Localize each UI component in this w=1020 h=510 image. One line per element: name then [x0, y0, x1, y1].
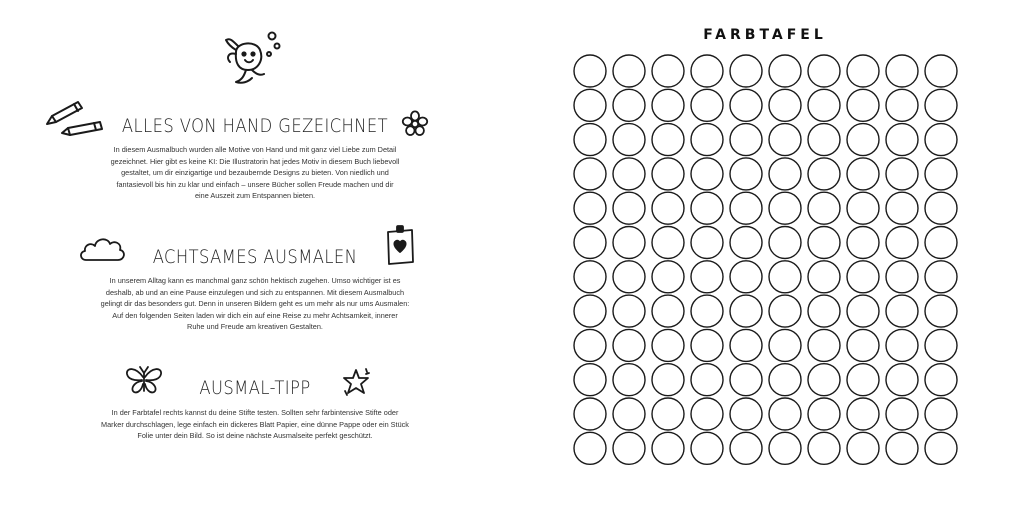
color-swatch-circle	[769, 432, 801, 464]
color-swatch-circle	[613, 89, 645, 121]
color-swatch-circle	[886, 227, 918, 259]
text-line: In unserem Alltag kann es manchmal ganz schön hektisch zugehen. Umso wichtiger ist es	[109, 276, 401, 285]
color-swatch-circle	[730, 432, 762, 464]
color-swatch-circle	[574, 295, 606, 327]
color-swatch-circle	[613, 261, 645, 293]
color-swatch-circle	[847, 261, 879, 293]
color-swatch-circle	[691, 432, 723, 464]
color-swatch-circle	[730, 227, 762, 259]
color-swatch-circle	[886, 55, 918, 87]
text-line: In der Farbtafel rechts kannst du deine Stifte testen. Sollten sehr farbintensive Stifte oder	[111, 408, 399, 417]
color-swatch-circle	[808, 124, 840, 156]
color-swatch-circle	[847, 398, 879, 430]
color-swatch-circle	[613, 227, 645, 259]
text-line: gezeichnet. Hier gibt es keine KI: Die Illustratorin hat jedes Motiv in diesem Buch liebevoll	[110, 156, 400, 166]
color-swatch-circle	[574, 124, 606, 156]
color-swatch-circle	[574, 158, 606, 190]
text-line: Ruhe und Freude am kreativen Gestalten.	[187, 322, 323, 332]
color-swatch-circle	[808, 192, 840, 224]
text-line: gestaltet, um dir einzigartige und bezaubernde Designs zu bieten. Von niedlich und	[121, 168, 389, 178]
color-swatch-circle	[730, 158, 762, 190]
color-swatch-circle	[769, 364, 801, 396]
color-swatch-circle	[886, 364, 918, 396]
color-swatch-circle	[613, 432, 645, 464]
color-swatch-circle	[652, 364, 684, 396]
color-swatch-circle	[808, 364, 840, 396]
color-swatch-circle	[808, 295, 840, 327]
color-swatch-circle	[691, 89, 723, 121]
color-swatch-circle	[691, 55, 723, 87]
star-icon	[340, 366, 372, 398]
color-swatch-circle	[925, 364, 957, 396]
color-swatch-circle	[652, 432, 684, 464]
color-swatch-circle	[691, 398, 723, 430]
color-swatch-circle	[613, 364, 645, 396]
section-title-hand-drawn: ALLES VON HAND GEZEICHNET	[121, 115, 389, 137]
color-swatch-circle	[769, 227, 801, 259]
color-swatch-circle	[730, 124, 762, 156]
color-swatch-circle	[730, 55, 762, 87]
color-swatch-circle	[613, 55, 645, 87]
color-swatch-circle	[652, 261, 684, 293]
color-swatch-circle	[652, 158, 684, 190]
color-swatch-circle	[691, 329, 723, 361]
color-swatch-circle	[886, 329, 918, 361]
color-test-grid	[510, 0, 1020, 510]
color-swatch-circle	[808, 158, 840, 190]
color-swatch-circle	[574, 55, 606, 87]
color-swatch-circle	[925, 398, 957, 430]
color-swatch-circle	[730, 295, 762, 327]
color-swatch-circle	[613, 398, 645, 430]
color-swatch-circle	[925, 295, 957, 327]
color-swatch-circle	[886, 192, 918, 224]
color-swatch-circle	[847, 329, 879, 361]
color-swatch-circle	[574, 329, 606, 361]
color-swatch-circle	[886, 158, 918, 190]
text-line: In diesem Ausmalbuch wurden alle Motive von Hand und mit ganz viel Liebe zum Detail	[113, 145, 397, 154]
color-swatch-circle	[925, 55, 957, 87]
color-swatch-circle	[613, 158, 645, 190]
color-swatch-circle	[925, 158, 957, 190]
section-text-mindful	[65, 275, 445, 333]
color-swatch-circle	[925, 432, 957, 464]
section-title-tip: AUSMAL-TIPP	[199, 377, 311, 399]
color-swatch-circle	[769, 89, 801, 121]
color-swatch-circle	[808, 398, 840, 430]
fish-icon	[222, 30, 284, 88]
color-swatch-circle	[925, 329, 957, 361]
color-swatch-circle	[847, 227, 879, 259]
color-swatch-circle	[808, 55, 840, 87]
color-swatch-circle	[613, 192, 645, 224]
color-swatch-circle	[925, 192, 957, 224]
color-swatch-circle	[808, 227, 840, 259]
color-swatch-circle	[613, 295, 645, 327]
color-swatch-circle	[613, 329, 645, 361]
color-swatch-circle	[925, 227, 957, 259]
right-page	[510, 0, 1020, 510]
color-swatch-circle	[886, 432, 918, 464]
color-swatch-circle	[574, 227, 606, 259]
color-swatch-circle	[691, 295, 723, 327]
text-line: Folie unter dein Bild. So ist deine nächste Ausmalseite perfekt geschützt.	[137, 431, 373, 441]
color-swatch-circle	[808, 261, 840, 293]
color-swatch-circle	[574, 192, 606, 224]
color-swatch-circle	[847, 432, 879, 464]
color-swatch-circle	[730, 364, 762, 396]
color-swatch-circle	[691, 158, 723, 190]
color-swatch-circle	[886, 124, 918, 156]
color-swatch-circle	[769, 55, 801, 87]
color-swatch-circle	[691, 227, 723, 259]
text-line: gelingt dir das besonders gut. Denn in unseren Bildern geht es um mehr als nur ums Ausmalen:	[100, 299, 410, 309]
color-swatch-circle	[652, 55, 684, 87]
text-line: eine Auszeit zum Entspannen bieten.	[194, 191, 316, 201]
color-swatch-circle	[652, 398, 684, 430]
color-swatch-circle	[691, 364, 723, 396]
color-swatch-circle	[769, 124, 801, 156]
color-swatch-circle	[847, 55, 879, 87]
flower-icon	[401, 110, 429, 138]
color-swatch-circle	[847, 364, 879, 396]
color-swatch-circle	[691, 192, 723, 224]
text-line: deshalb, ab und an eine Pause einzulegen und sich zu entspannen. Mit diesem Ausmalbuch	[105, 287, 405, 297]
color-swatch-circle	[652, 124, 684, 156]
color-swatch-circle	[886, 295, 918, 327]
color-swatch-circle	[730, 261, 762, 293]
color-swatch-circle	[808, 89, 840, 121]
color-swatch-circle	[847, 89, 879, 121]
color-swatch-circle	[847, 192, 879, 224]
color-swatch-circle	[769, 295, 801, 327]
color-swatch-circle	[574, 432, 606, 464]
color-swatch-circle	[769, 329, 801, 361]
cloud-icon	[78, 234, 126, 264]
color-swatch-circle	[808, 432, 840, 464]
text-line: Auf den folgenden Seiten laden wir dich ein auf eine Reise zu mehr Achtsamkeit, innerer	[112, 310, 398, 320]
color-swatch-circle	[886, 398, 918, 430]
color-swatch-circle	[886, 89, 918, 121]
color-swatch-circle	[652, 192, 684, 224]
color-swatch-circle	[769, 398, 801, 430]
color-swatch-circle	[925, 124, 957, 156]
color-swatch-circle	[925, 89, 957, 121]
color-swatch-circle	[652, 227, 684, 259]
section-text-hand-drawn	[65, 144, 445, 202]
color-swatch-circle	[886, 261, 918, 293]
color-swatch-circle	[691, 124, 723, 156]
section-title-mindful: ACHTSAMES AUSMALEN	[152, 246, 358, 268]
color-swatch-circle	[769, 192, 801, 224]
butterfly-icon	[124, 365, 164, 395]
section-text-tip	[65, 407, 445, 442]
color-swatch-circle	[769, 158, 801, 190]
color-swatch-circle	[652, 329, 684, 361]
color-swatch-circle	[574, 398, 606, 430]
color-swatch-circle	[808, 329, 840, 361]
color-swatch-circle	[730, 89, 762, 121]
color-swatch-circle	[574, 364, 606, 396]
crayons-icon	[44, 98, 108, 140]
text-line: fantasievoll bis hin zu klar und einfach – unsere Bücher sollen Freude machen und dir	[116, 179, 394, 189]
heart-note-icon	[384, 224, 416, 266]
color-chart-title: FARBTAFEL	[703, 27, 827, 43]
color-swatch-circle	[574, 261, 606, 293]
color-swatch-circle	[925, 261, 957, 293]
text-line: Marker durchschlagen, lege einfach ein dickeres Blatt Papier, eine dünne Pappe oder ein Stück	[101, 419, 409, 429]
color-swatch-circle	[730, 398, 762, 430]
color-swatch-circle	[652, 295, 684, 327]
color-swatch-circle	[847, 124, 879, 156]
color-swatch-circle	[769, 261, 801, 293]
color-swatch-circle	[574, 89, 606, 121]
color-swatch-circle	[613, 124, 645, 156]
color-swatch-circle	[847, 295, 879, 327]
color-swatch-circle	[730, 192, 762, 224]
color-swatch-circle	[730, 329, 762, 361]
color-swatch-circle	[847, 158, 879, 190]
color-swatch-circle	[652, 89, 684, 121]
color-swatch-circle	[691, 261, 723, 293]
